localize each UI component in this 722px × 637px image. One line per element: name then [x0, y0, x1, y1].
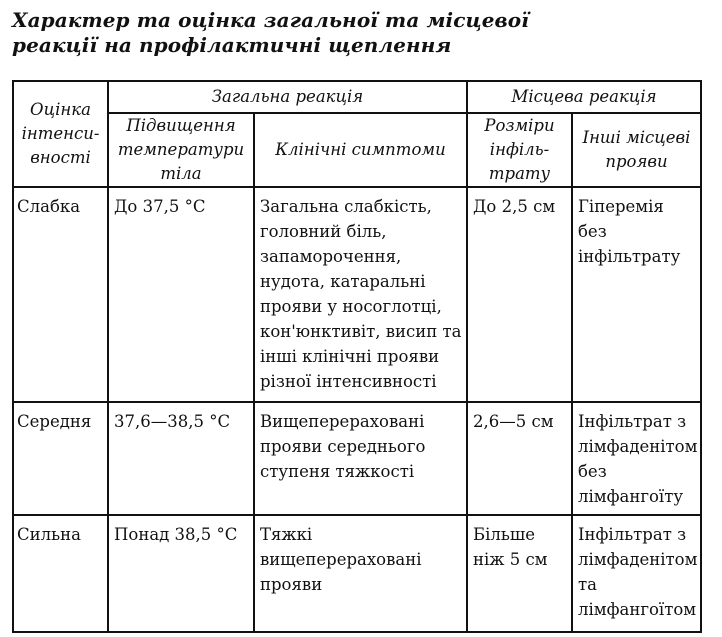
cell-infiltrate-size: 2,6—5 см — [467, 402, 572, 515]
header-intensity: Оцінка інтенси-вності — [13, 81, 108, 187]
vaccination-reaction-table — [12, 80, 702, 633]
cell-symptoms: Тяжкі вищеперераховані прояви — [254, 515, 467, 632]
cell-other-local: Інфільтрат з лімфаденітом без лімфангоїту — [572, 402, 701, 515]
cell-temperature: Понад 38,5 °C — [108, 515, 254, 632]
header-general-reaction: Загальна реакція — [108, 81, 467, 113]
header-other-local: Інші місцеві прояви — [572, 113, 701, 187]
table-row — [13, 402, 701, 515]
cell-symptoms: Загальна слабкість, головний біль, запаморочення, нудота, катаральні прояви у носоглотці, кон'юнктивіт, висип та інші клінічні прояви різної інтенсивності — [254, 187, 467, 402]
header-local-reaction: Місцева реакція — [467, 81, 701, 113]
cell-intensity: Слабка — [13, 187, 108, 402]
cell-intensity: Середня — [13, 402, 108, 515]
cell-other-local: Гіперемія без інфільтрату — [572, 187, 701, 402]
cell-symptoms: Вищеперераховані прояви середнього ступеня тяжкості — [254, 402, 467, 515]
cell-other-local: Інфільтрат з лімфаденітом та лімфангоїтом — [572, 515, 701, 632]
cell-temperature: 37,6—38,5 °C — [108, 402, 254, 515]
table-row — [13, 187, 701, 402]
cell-intensity: Сильна — [13, 515, 108, 632]
cell-infiltrate-size: Більше ніж 5 см — [467, 515, 572, 632]
title-line-2: реакції на профілактичні щеплення — [12, 33, 452, 57]
header-clinical-symptoms: Клінічні симптоми — [254, 113, 467, 187]
cell-infiltrate-size: До 2,5 см — [467, 187, 572, 402]
header-row-2 — [13, 113, 701, 187]
document-title — [12, 8, 712, 58]
header-infiltrate-size: Розміри інфіль-трату — [467, 113, 572, 187]
header-temperature: Підвищення температури тіла — [108, 113, 254, 187]
table-row — [13, 515, 701, 632]
title-line-1: Характер та оцінка загальної та місцевої — [12, 8, 529, 32]
header-row-1 — [13, 81, 701, 113]
cell-temperature: До 37,5 °C — [108, 187, 254, 402]
